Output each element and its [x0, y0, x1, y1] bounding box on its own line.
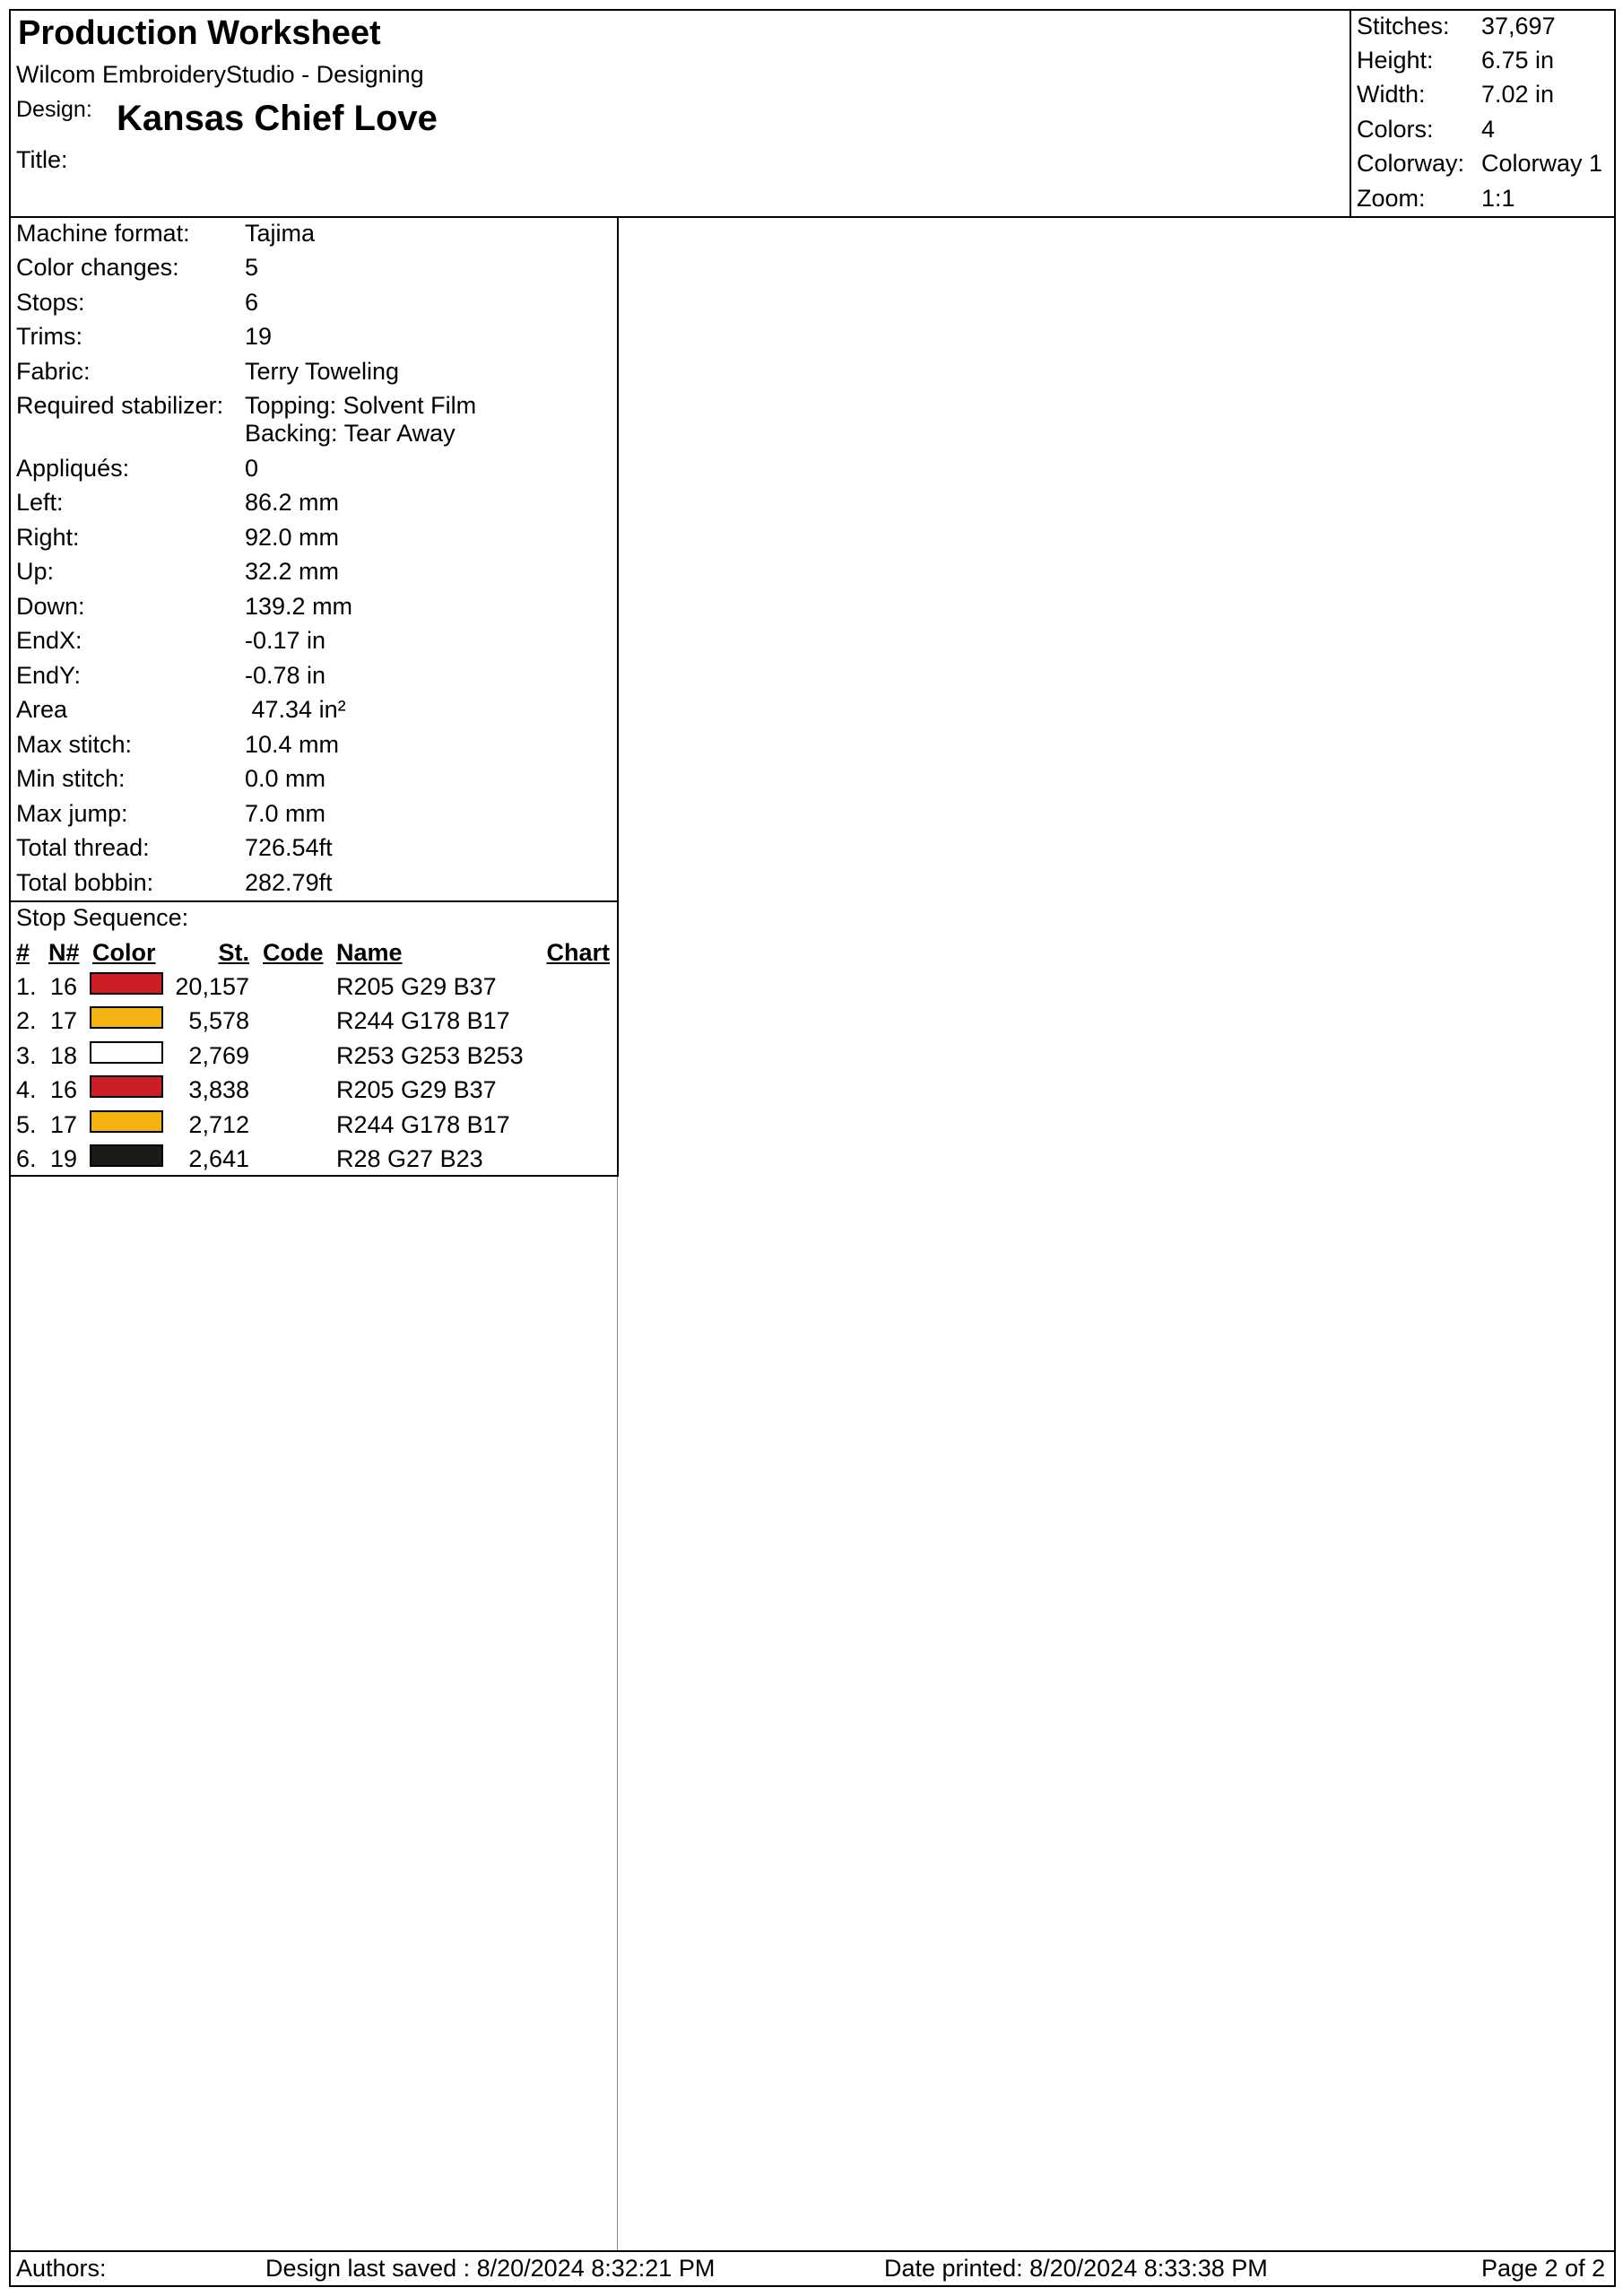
summary-value: 7.02 in: [1481, 81, 1555, 108]
details-list: [16, 222, 612, 896]
row-stitches: 20,157: [175, 973, 249, 1000]
detail-value: 0: [245, 455, 259, 482]
detail-label: EndX:: [16, 627, 82, 654]
row-name: R253 G253 B253: [336, 1042, 524, 1069]
detail-label: Appliqués:: [16, 455, 130, 482]
footer-authors: Authors:: [16, 2255, 107, 2282]
detail-value: 139.2 mm: [245, 593, 353, 620]
row-name: R244 G178 B17: [336, 1007, 510, 1034]
details-divider: [9, 900, 619, 902]
summary-value: 1:1: [1481, 185, 1515, 212]
footer-divider: [9, 2250, 1616, 2252]
col-header-index: #: [16, 939, 30, 966]
summary-label: Colorway:: [1357, 150, 1465, 177]
col-header-code: Code: [263, 939, 324, 966]
summary-box: [1357, 14, 1612, 213]
sequence-bottom-divider: [9, 1175, 619, 1177]
detail-label: Min stitch:: [16, 765, 126, 792]
detail-value: 19: [245, 323, 273, 350]
row-needle: 16: [50, 973, 78, 1000]
detail-label: Required stabilizer:: [16, 392, 224, 419]
col-header-color: Color: [92, 939, 156, 966]
row-stitches: 2,712: [188, 1111, 249, 1138]
row-needle: 19: [50, 1145, 78, 1172]
detail-label: Up:: [16, 558, 55, 585]
stop-sequence-label: Stop Sequence:: [16, 904, 189, 931]
detail-value: Tajima: [245, 220, 316, 247]
detail-label: Total thread:: [16, 834, 150, 861]
color-swatch: [90, 1144, 163, 1167]
detail-label: Color changes:: [16, 254, 179, 281]
detail-label: Max jump:: [16, 800, 128, 827]
title-label: Title:: [16, 146, 68, 173]
header-divider: [9, 216, 1616, 218]
design-label: Design:: [16, 97, 92, 122]
detail-value: 10.4 mm: [245, 731, 340, 758]
detail-value: 282.79ft: [245, 869, 333, 896]
row-stitches: 2,641: [188, 1145, 249, 1172]
row-needle: 17: [50, 1007, 78, 1034]
detail-label: Max stitch:: [16, 731, 133, 758]
col-header-name: Name: [336, 939, 403, 966]
detail-label: Fabric:: [16, 358, 91, 385]
summary-value: 4: [1481, 116, 1496, 143]
row-index: 5.: [16, 1111, 37, 1138]
detail-label: Left:: [16, 489, 64, 516]
detail-value: -0.17 in: [245, 627, 326, 654]
detail-value: 6: [245, 289, 259, 316]
summary-label: Height:: [1357, 47, 1434, 74]
detail-label: Machine format:: [16, 220, 190, 247]
footer-date-printed: Date printed: 8/20/2024 8:33:38 PM: [884, 2255, 1268, 2282]
summary-value: 6.75 in: [1481, 47, 1555, 74]
detail-value: -0.78 in: [245, 662, 326, 689]
summary-label: Stitches:: [1357, 13, 1450, 39]
row-needle: 18: [50, 1042, 78, 1069]
detail-label: Area: [16, 696, 68, 723]
detail-value: 32.2 mm: [245, 558, 340, 585]
col-header-chart: Chart: [546, 939, 610, 966]
detail-label: Stops:: [16, 289, 85, 316]
row-index: 3.: [16, 1042, 37, 1069]
summary-box-divider: [1350, 9, 1351, 217]
detail-label: Right:: [16, 524, 80, 551]
row-index: 4.: [16, 1076, 37, 1103]
summary-label: Zoom:: [1357, 185, 1426, 212]
detail-value: 86.2 mm: [245, 489, 340, 516]
footer-last-saved: Design last saved : 8/20/2024 8:32:21 PM: [265, 2255, 716, 2282]
detail-value: 726.54ft: [245, 834, 333, 861]
detail-label: Trims:: [16, 323, 82, 350]
row-stitches: 2,769: [188, 1042, 249, 1069]
detail-value: 5: [245, 254, 259, 281]
detail-value: Topping: Solvent Film: [245, 392, 477, 419]
row-needle: 16: [50, 1076, 78, 1103]
footer-page-number: Page 2 of 2: [1481, 2255, 1606, 2282]
summary-label: Width:: [1357, 81, 1426, 108]
color-swatch: [90, 1075, 163, 1098]
row-name: R205 G29 B37: [336, 973, 497, 1000]
detail-value: 47.34 in²: [245, 696, 346, 723]
detail-label: Total bobbin:: [16, 869, 154, 896]
summary-value: 37,697: [1481, 13, 1556, 39]
detail-value: 7.0 mm: [245, 800, 326, 827]
color-swatch: [90, 1110, 163, 1133]
color-swatch: [90, 1006, 163, 1029]
detail-value: Terry Toweling: [245, 358, 400, 385]
summary-value: Colorway 1: [1481, 150, 1603, 177]
row-needle: 17: [50, 1111, 78, 1138]
detail-value: Backing: Tear Away: [245, 420, 456, 447]
row-name: R244 G178 B17: [336, 1111, 510, 1138]
row-stitches: 3,838: [188, 1076, 249, 1103]
design-name: Kansas Chief Love: [117, 99, 438, 138]
color-swatch: [90, 1041, 163, 1064]
summary-label: Colors:: [1357, 116, 1434, 143]
page-title: Production Worksheet: [18, 14, 381, 52]
color-swatch: [90, 972, 163, 995]
row-stitches: 5,578: [188, 1007, 249, 1034]
left-column-divider: [617, 216, 619, 1177]
row-index: 6.: [16, 1145, 37, 1172]
software-name: Wilcom EmbroideryStudio - Designing: [16, 61, 424, 88]
row-name: R205 G29 B37: [336, 1076, 497, 1103]
detail-value: 0.0 mm: [245, 765, 326, 792]
row-index: 2.: [16, 1007, 37, 1034]
detail-value: 92.0 mm: [245, 524, 340, 551]
left-column-divider-lower: [617, 1177, 618, 2251]
row-index: 1.: [16, 973, 37, 1000]
row-name: R28 G27 B23: [336, 1145, 483, 1172]
detail-label: Down:: [16, 593, 85, 620]
col-header-stitches: St.: [218, 939, 249, 966]
detail-label: EndY:: [16, 662, 82, 689]
col-header-needle: N#: [48, 939, 80, 966]
